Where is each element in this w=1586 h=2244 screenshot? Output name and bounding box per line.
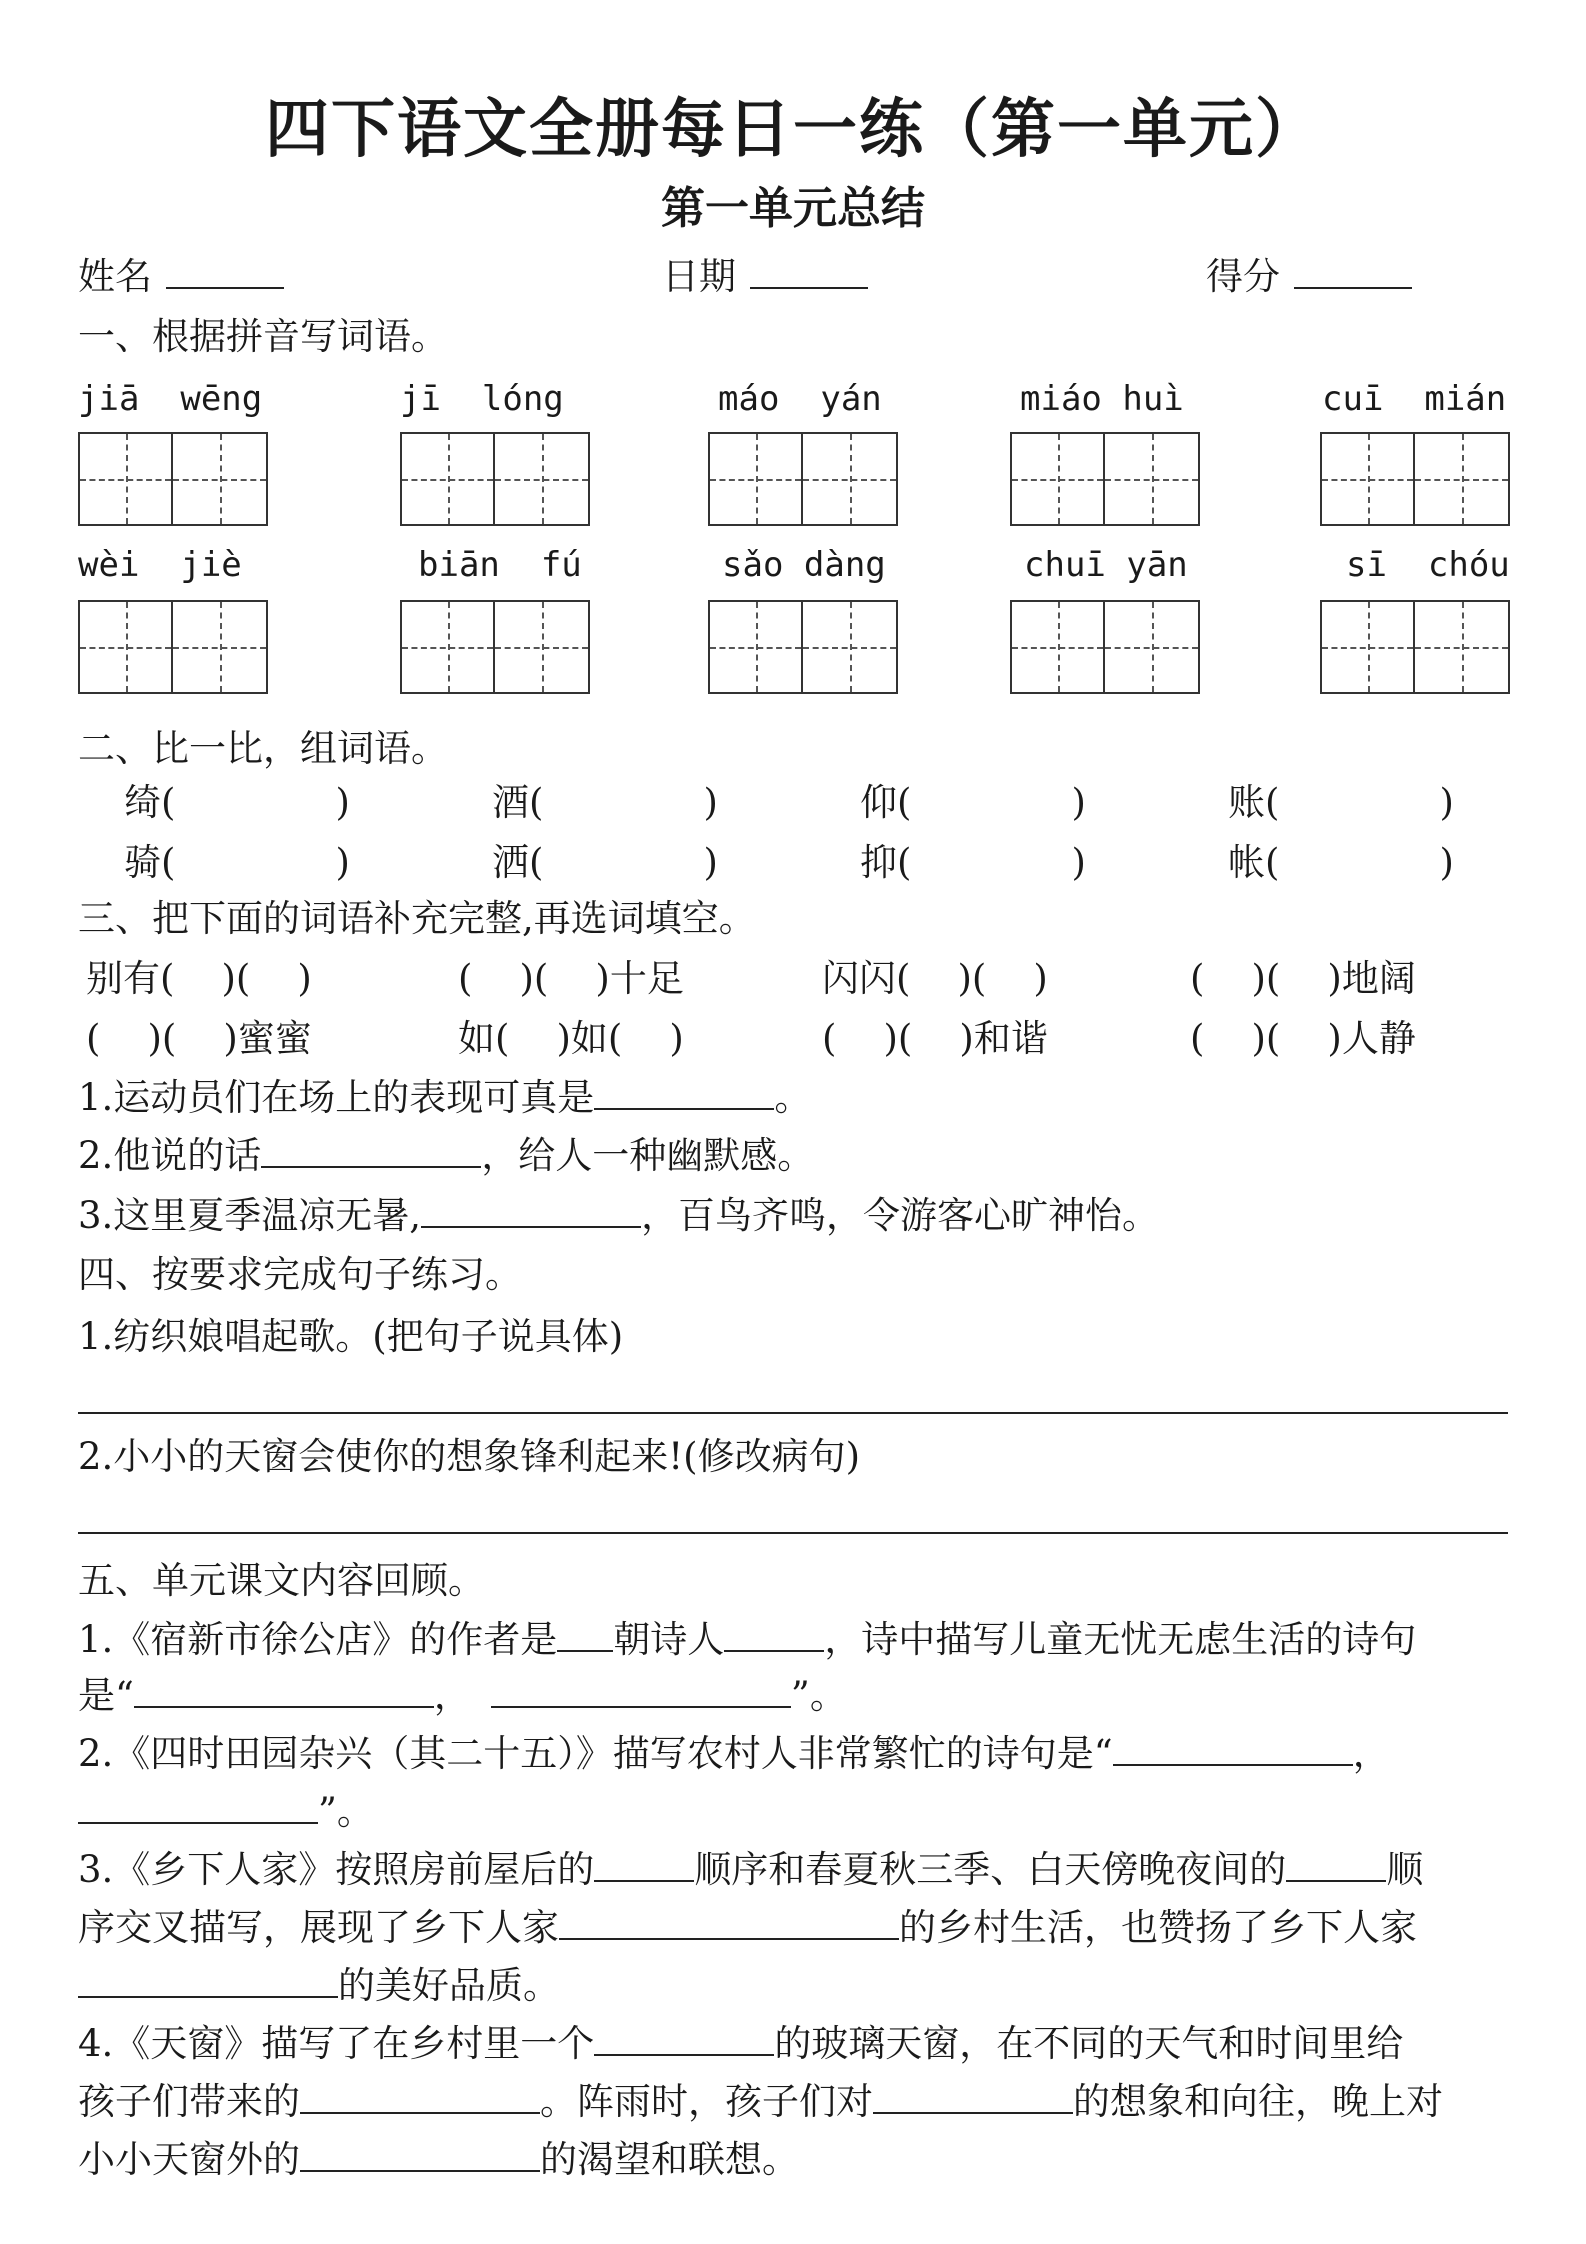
compare-item[interactable]: 骑( ) <box>124 841 350 884</box>
writing-grid[interactable] <box>400 600 590 694</box>
grid-cell[interactable] <box>400 432 495 526</box>
answer-blank[interactable] <box>78 1792 318 1824</box>
compare-item[interactable]: 酒( ) <box>492 781 718 824</box>
grid-cell[interactable] <box>803 432 898 526</box>
section-4-heading: 四、按要求完成句子练习。 <box>78 1253 522 1296</box>
answer-blank[interactable] <box>300 2082 540 2114</box>
date-blank[interactable] <box>750 259 868 289</box>
compare-char: 抑 <box>860 841 897 884</box>
answer-blank[interactable] <box>724 1620 824 1652</box>
pinyin-label: jiā wēng <box>78 379 263 419</box>
date-label: 日期 <box>662 255 736 298</box>
compare-char: 仰 <box>860 781 897 824</box>
writing-grid[interactable] <box>1320 600 1510 694</box>
name-label: 姓名 <box>78 255 152 298</box>
grid-cell[interactable] <box>78 600 173 694</box>
answer-blank[interactable] <box>78 1966 338 1998</box>
date-field[interactable] <box>662 246 868 300</box>
pinyin-label: biān fú <box>418 545 582 585</box>
pinyin-label: sǎo dàng <box>722 545 886 585</box>
answer-blank[interactable] <box>491 1676 791 1708</box>
score-blank[interactable] <box>1294 259 1412 289</box>
grid-cell[interactable] <box>803 600 898 694</box>
answer-line[interactable] <box>78 1532 1508 1534</box>
compare-char: 洒 <box>492 841 529 884</box>
grid-cell[interactable] <box>1010 432 1105 526</box>
answer-line[interactable] <box>78 1412 1508 1414</box>
answer-blank[interactable] <box>594 1850 694 1882</box>
review-question: 孩子们带来的 。阵雨时，孩子们对 的想象和向往，晚上对 <box>78 2080 1443 2123</box>
writing-grid[interactable] <box>78 432 268 526</box>
pinyin-label: sī chóu <box>1346 545 1510 585</box>
idiom-blank[interactable]: 如( )如( ) <box>458 1017 684 1060</box>
writing-grid[interactable] <box>78 600 268 694</box>
pinyin-label: chuī yān <box>1024 545 1188 585</box>
fill-question: 2.他说的话 ，给人一种幽默感。 <box>78 1134 815 1177</box>
grid-cell[interactable] <box>78 432 173 526</box>
answer-blank[interactable] <box>559 1908 899 1940</box>
answer-blank[interactable] <box>1113 1734 1353 1766</box>
answer-blank[interactable] <box>594 2024 774 2056</box>
grid-cell[interactable] <box>708 432 803 526</box>
compare-item[interactable]: 账( ) <box>1228 781 1454 824</box>
answer-blank[interactable] <box>557 1620 613 1652</box>
pinyin-label: cuī mián <box>1322 379 1507 419</box>
compare-item[interactable]: 洒( ) <box>492 841 718 884</box>
pinyin-label: wèi jiè <box>78 545 242 585</box>
compare-char: 绮 <box>124 781 161 824</box>
answer-blank[interactable] <box>873 2082 1073 2114</box>
compare-char: 账 <box>1228 781 1265 824</box>
grid-cell[interactable] <box>1415 600 1510 694</box>
grid-cell[interactable] <box>1415 432 1510 526</box>
compare-char: 帐 <box>1228 841 1265 884</box>
name-blank[interactable] <box>166 259 284 289</box>
answer-blank[interactable] <box>1286 1850 1386 1882</box>
idiom-blank[interactable]: ( )( )十足 <box>458 957 684 1000</box>
compare-item[interactable]: 帐( ) <box>1228 841 1454 884</box>
section-5-heading: 五、单元课文内容回顾。 <box>78 1559 485 1602</box>
writing-grid[interactable] <box>1010 432 1200 526</box>
compare-char: 骑 <box>124 841 161 884</box>
writing-grid[interactable] <box>708 432 898 526</box>
answer-blank[interactable] <box>300 2140 540 2172</box>
section-3-heading: 三、把下面的词语补充完整,再选词填空。 <box>78 897 756 940</box>
idiom-blank[interactable]: ( )( )人静 <box>1190 1017 1416 1060</box>
sentence-question: 2.小小的天窗会使你的想象锋利起来!(修改病句) <box>78 1435 861 1478</box>
grid-cell[interactable] <box>495 432 590 526</box>
review-question: 序交叉描写，展现了乡下人家 的乡村生活，也赞扬了乡下人家 <box>78 1906 1417 1949</box>
grid-cell[interactable] <box>1320 432 1415 526</box>
grid-cell[interactable] <box>1105 600 1200 694</box>
compare-char: 酒 <box>492 781 529 824</box>
score-field[interactable] <box>1206 246 1412 300</box>
sentence-question: 1.纺织娘唱起歌。(把句子说具体) <box>78 1315 624 1358</box>
page-subtitle: 第一单元总结 <box>661 183 925 234</box>
writing-grid[interactable] <box>708 600 898 694</box>
idiom-blank[interactable]: 别有( )( ) <box>86 957 312 1000</box>
review-question: 2.《四时田园杂兴（其二十五）》描写农村人非常繁忙的诗句是“ ， <box>78 1732 1390 1775</box>
name-field[interactable] <box>78 246 284 300</box>
answer-blank[interactable] <box>261 1136 481 1168</box>
idiom-blank[interactable]: ( )( )地阔 <box>1190 957 1416 1000</box>
review-question: 4.《天窗》描写了在乡村里一个 的玻璃天窗，在不同的天气和时间里给 <box>78 2022 1404 2065</box>
review-question: 是“ ， ”。 <box>78 1674 847 1717</box>
writing-grid[interactable] <box>1320 432 1510 526</box>
compare-item[interactable]: 绮( ) <box>124 781 350 824</box>
page-title: 四下语文全册每日一练（第一单元） <box>265 92 1321 167</box>
review-question: 的美好品质。 <box>78 1966 560 2004</box>
grid-cell[interactable] <box>400 600 495 694</box>
writing-grid[interactable] <box>400 432 590 526</box>
fill-question: 3.这里夏季温凉无暑, ，百鸟齐鸣，令游客心旷神怡。 <box>78 1194 1160 1237</box>
writing-grid[interactable] <box>1010 600 1200 694</box>
review-question: ”。 <box>78 1792 374 1830</box>
review-question: 1.《宿新市徐公店》的作者是 朝诗人 ，诗中描写儿童无忧无虑生活的诗句 <box>78 1618 1417 1661</box>
answer-blank[interactable] <box>594 1078 774 1110</box>
grid-cell[interactable] <box>495 600 590 694</box>
section-2-heading: 二、比一比，组词语。 <box>78 727 448 770</box>
grid-cell[interactable] <box>708 600 803 694</box>
compare-item[interactable]: 抑( ) <box>860 841 1086 884</box>
pinyin-label: miáo huì <box>1020 379 1184 419</box>
pinyin-label: máo yán <box>718 379 882 419</box>
answer-blank[interactable] <box>421 1196 641 1228</box>
review-question: 小小天窗外的 的渴望和联想。 <box>78 2138 799 2181</box>
section-1-heading: 一、根据拼音写词语。 <box>78 315 448 358</box>
review-question: 3.《乡下人家》按照房前屋后的 顺序和春夏秋三季、白天傍晚夜间的 顺 <box>78 1848 1424 1891</box>
pinyin-label: jī lóng <box>400 379 564 419</box>
grid-cell[interactable] <box>1320 600 1415 694</box>
idiom-blank[interactable]: 闪闪( )( ) <box>822 957 1048 1000</box>
grid-cell[interactable] <box>173 432 268 526</box>
score-label: 得分 <box>1206 255 1280 298</box>
fill-question: 1.运动员们在场上的表现可真是 。 <box>78 1076 812 1119</box>
idiom-blank[interactable]: ( )( )蜜蜜 <box>86 1017 312 1060</box>
grid-cell[interactable] <box>1010 600 1105 694</box>
grid-cell[interactable] <box>173 600 268 694</box>
grid-cell[interactable] <box>1105 432 1200 526</box>
idiom-blank[interactable]: ( )( )和谐 <box>822 1017 1048 1060</box>
compare-item[interactable]: 仰( ) <box>860 781 1086 824</box>
answer-blank[interactable] <box>134 1676 434 1708</box>
